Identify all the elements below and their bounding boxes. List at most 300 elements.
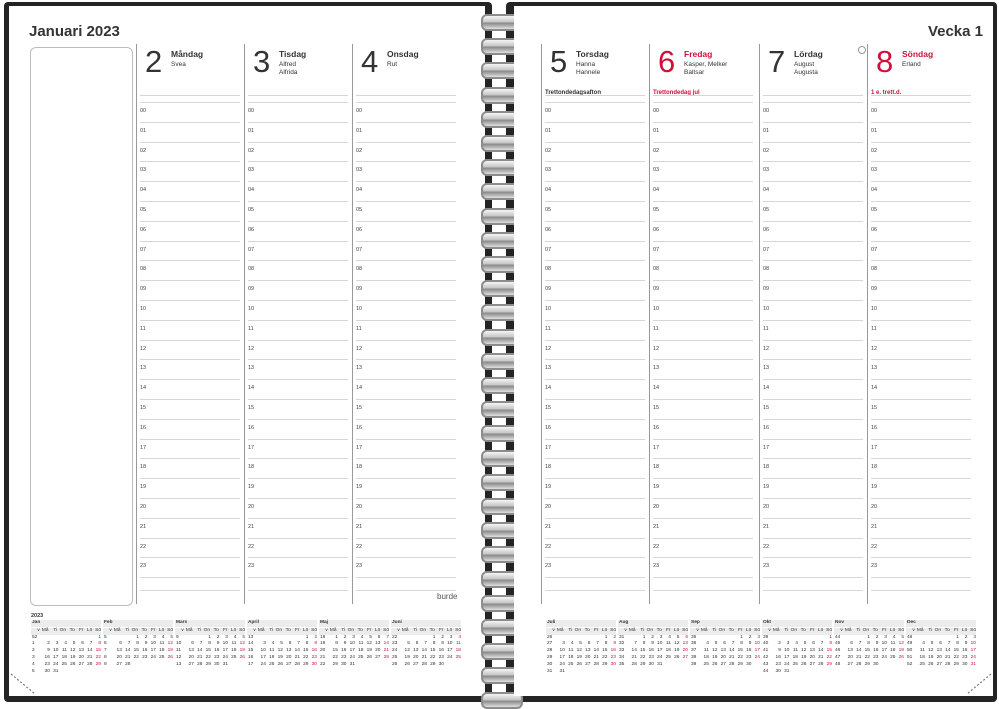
hour-row[interactable]	[763, 142, 863, 162]
calendar-date: 4	[64, 641, 67, 647]
hour-label: 08	[248, 266, 255, 273]
hour-label: 14	[653, 385, 660, 392]
calendar-date: 5	[930, 641, 934, 647]
calendar-date	[582, 669, 591, 676]
hour-row[interactable]	[653, 518, 753, 538]
hour-label: 13	[653, 365, 660, 372]
calendar-date: 8	[305, 641, 309, 647]
hour-row-top[interactable]	[653, 95, 753, 102]
hour-row[interactable]	[140, 181, 240, 201]
hour-row[interactable]	[140, 478, 240, 498]
hour-row[interactable]	[871, 340, 971, 360]
calendar-date: 18	[665, 648, 671, 654]
mini-calendar-week	[31, 662, 101, 669]
hour-row[interactable]	[140, 439, 240, 459]
calendar-date: 27	[413, 661, 419, 667]
calendar-date: 29	[205, 661, 211, 667]
hour-row[interactable]	[140, 419, 240, 439]
calendar-date: 6	[119, 641, 122, 647]
hour-row[interactable]	[356, 458, 456, 478]
hour-row[interactable]	[248, 458, 348, 478]
week-number: 25	[392, 654, 398, 660]
hour-row[interactable]	[871, 142, 971, 162]
hour-row[interactable]	[763, 260, 863, 280]
calendar-date: 17	[754, 648, 760, 654]
hour-row[interactable]	[871, 241, 971, 261]
hour-row[interactable]	[248, 142, 348, 162]
hour-row-extra[interactable]	[356, 577, 456, 590]
hour-row-top[interactable]	[871, 95, 971, 102]
hour-row[interactable]	[763, 419, 863, 439]
hour-row[interactable]	[545, 538, 645, 558]
calendar-date	[372, 662, 381, 669]
hour-row[interactable]	[871, 458, 971, 478]
calendar-date: 15	[826, 648, 832, 654]
calendar-date: 19	[70, 654, 76, 660]
hour-row[interactable]	[356, 181, 456, 201]
weekday-label: Ti	[125, 627, 130, 633]
hour-row[interactable]	[545, 122, 645, 142]
hour-row[interactable]	[871, 221, 971, 241]
hour-row[interactable]	[653, 439, 753, 459]
hour-row[interactable]	[248, 419, 348, 439]
hour-row[interactable]	[140, 320, 240, 340]
week-number: 13	[176, 661, 182, 667]
mini-calendar-weekdays	[546, 628, 616, 635]
calendar-date: 31	[970, 661, 976, 667]
hour-row[interactable]	[545, 142, 645, 162]
hour-row[interactable]	[248, 399, 348, 419]
calendar-date: 15	[95, 648, 101, 654]
hour-row[interactable]	[763, 122, 863, 142]
hour-row[interactable]	[763, 379, 863, 399]
hour-row[interactable]	[871, 439, 971, 459]
hour-row[interactable]	[653, 300, 753, 320]
hour-row[interactable]	[140, 458, 240, 478]
hour-row[interactable]	[763, 359, 863, 379]
hour-row[interactable]	[356, 201, 456, 221]
hour-row[interactable]	[140, 379, 240, 399]
calendar-date	[887, 662, 896, 669]
brand-logo: burde	[437, 592, 458, 601]
hour-row[interactable]	[653, 359, 753, 379]
calendar-date	[815, 669, 824, 676]
calendar-date: 18	[269, 654, 275, 660]
hour-row[interactable]	[140, 280, 240, 300]
calendar-date: 26	[801, 661, 807, 667]
hour-row[interactable]	[763, 399, 863, 419]
hour-row-extra[interactable]	[140, 577, 240, 590]
calendar-date: 11	[358, 641, 364, 647]
hour-row[interactable]	[763, 439, 863, 459]
hour-row[interactable]	[356, 320, 456, 340]
calendar-date: 25	[890, 654, 896, 660]
hour-row[interactable]	[653, 478, 753, 498]
hour-row[interactable]	[140, 557, 240, 577]
weekday-label: Ti	[928, 627, 933, 633]
hour-row[interactable]	[248, 300, 348, 320]
hour-row[interactable]	[545, 439, 645, 459]
hour-label: 15	[356, 404, 363, 411]
hour-row[interactable]	[248, 201, 348, 221]
hour-row[interactable]	[871, 122, 971, 142]
hour-label: 14	[248, 385, 255, 392]
notes-box[interactable]	[30, 47, 133, 606]
hour-row[interactable]	[763, 478, 863, 498]
hour-row[interactable]	[871, 320, 971, 340]
hour-label: 21	[871, 523, 878, 530]
hour-row[interactable]	[545, 300, 645, 320]
calendar-date: 11	[890, 641, 896, 647]
hour-row[interactable]	[653, 379, 753, 399]
day-number: 5	[550, 44, 568, 79]
hour-row[interactable]	[871, 201, 971, 221]
hour-row[interactable]	[871, 102, 971, 122]
hour-row[interactable]	[763, 518, 863, 538]
hour-row[interactable]	[653, 340, 753, 360]
hour-row[interactable]	[248, 478, 348, 498]
hour-row[interactable]	[653, 102, 753, 122]
calendar-date	[75, 669, 84, 676]
hour-row[interactable]	[356, 399, 456, 419]
hour-row[interactable]	[356, 379, 456, 399]
name-day: Augusta	[794, 68, 818, 76]
hour-row[interactable]	[653, 181, 753, 201]
hour-row[interactable]	[356, 161, 456, 181]
hour-row[interactable]	[356, 419, 456, 439]
hour-row[interactable]	[248, 221, 348, 241]
hour-row[interactable]	[356, 340, 456, 360]
hour-row[interactable]	[248, 260, 348, 280]
hour-row[interactable]	[653, 557, 753, 577]
hour-row[interactable]	[871, 518, 971, 538]
calendar-date: 8	[335, 641, 338, 647]
hour-row-extra[interactable]	[871, 590, 971, 603]
name-day: August	[794, 61, 815, 68]
hour-row[interactable]	[356, 300, 456, 320]
hour-row[interactable]	[871, 538, 971, 558]
hour-row[interactable]	[545, 280, 645, 300]
day-number: 6	[658, 44, 676, 79]
day-name: Tisdag	[279, 49, 307, 59]
weekday-label: Ti	[856, 627, 861, 633]
calendar-date: 21	[856, 654, 862, 660]
weekday-label: Må	[556, 627, 564, 633]
hour-row[interactable]	[653, 221, 753, 241]
hour-row[interactable]	[356, 221, 456, 241]
hour-row[interactable]	[545, 320, 645, 340]
day-name: Torsdag	[576, 49, 609, 59]
hour-row[interactable]	[248, 181, 348, 201]
weekday-label: On	[131, 627, 138, 633]
calendar-date: 7	[89, 641, 93, 647]
hour-row[interactable]	[871, 379, 971, 399]
hour-row[interactable]	[140, 260, 240, 280]
hour-row[interactable]	[653, 320, 753, 340]
hour-row[interactable]	[356, 538, 456, 558]
hour-row[interactable]	[140, 538, 240, 558]
hour-row[interactable]	[545, 379, 645, 399]
hour-row[interactable]	[140, 221, 240, 241]
week-number: 2	[32, 648, 35, 654]
hour-label: 16	[545, 424, 552, 431]
hour-row[interactable]	[248, 498, 348, 518]
hour-row[interactable]	[140, 518, 240, 538]
calendar-date: 2	[47, 641, 50, 647]
hour-row[interactable]	[871, 359, 971, 379]
hour-row[interactable]	[871, 260, 971, 280]
calendar-date: 31	[349, 661, 355, 667]
hour-row[interactable]	[763, 300, 863, 320]
mini-calendar-year: 2023	[31, 613, 44, 619]
hour-label: 16	[653, 424, 660, 431]
hour-row[interactable]	[545, 161, 645, 181]
calendar-date: 2	[778, 641, 781, 647]
week-number: 12	[176, 654, 182, 660]
hour-row[interactable]	[763, 221, 863, 241]
hour-row[interactable]	[871, 300, 971, 320]
hour-row[interactable]	[545, 557, 645, 577]
hour-row[interactable]	[545, 181, 645, 201]
calendar-date: 5	[170, 634, 173, 640]
hour-row[interactable]	[763, 320, 863, 340]
hour-row[interactable]	[248, 359, 348, 379]
calendar-date: 25	[231, 654, 237, 660]
hour-row[interactable]	[545, 102, 645, 122]
hour-row[interactable]	[248, 518, 348, 538]
hour-row[interactable]	[356, 241, 456, 261]
hour-row[interactable]	[653, 161, 753, 181]
hour-row-top[interactable]	[356, 95, 456, 102]
hour-row[interactable]	[356, 518, 456, 538]
hour-row[interactable]	[871, 419, 971, 439]
calendar-date: 17	[657, 648, 663, 654]
hour-row[interactable]	[653, 201, 753, 221]
hour-row[interactable]	[763, 280, 863, 300]
hour-row[interactable]	[356, 122, 456, 142]
calendar-date: 3	[562, 641, 565, 647]
hour-row[interactable]	[140, 498, 240, 518]
hour-label: 07	[653, 246, 660, 253]
hour-row[interactable]	[356, 102, 456, 122]
weekday-label: v	[181, 627, 184, 633]
week-number: 17	[248, 661, 254, 667]
hour-row[interactable]	[871, 280, 971, 300]
hour-row[interactable]	[248, 340, 348, 360]
hour-label: 20	[356, 503, 363, 510]
weekday-label: Lö	[86, 627, 93, 633]
calendar-date: 1	[956, 634, 959, 640]
hour-row[interactable]	[545, 478, 645, 498]
hour-row-extra[interactable]	[545, 577, 645, 590]
hour-row[interactable]	[248, 320, 348, 340]
hour-row[interactable]	[140, 142, 240, 162]
hour-row[interactable]	[763, 161, 863, 181]
hour-row[interactable]	[356, 478, 456, 498]
hour-row[interactable]	[653, 538, 753, 558]
hour-row[interactable]	[653, 260, 753, 280]
hour-row[interactable]	[248, 161, 348, 181]
hour-row[interactable]	[140, 102, 240, 122]
mini-calendar-week	[618, 655, 688, 662]
hour-row[interactable]	[763, 340, 863, 360]
calendar-date: 11	[456, 641, 461, 647]
hour-row[interactable]	[763, 538, 863, 558]
calendar-date: 28	[631, 661, 637, 667]
corner-stitch-icon	[9, 670, 39, 696]
hour-label: 09	[140, 286, 147, 293]
calendar-date: 24	[150, 654, 156, 660]
calendar-date: 21	[125, 654, 131, 660]
calendar-date: 12	[70, 648, 76, 654]
day-name: Fredag	[684, 49, 713, 59]
mini-calendar-week	[103, 662, 173, 669]
calendar-date: 19	[928, 654, 934, 660]
hour-row-extra[interactable]	[763, 590, 863, 603]
hour-row[interactable]	[871, 498, 971, 518]
hour-row[interactable]	[871, 181, 971, 201]
calendar-date: 16	[775, 654, 781, 660]
calendar-date: 21	[729, 654, 735, 660]
hour-row[interactable]	[356, 142, 456, 162]
hour-row[interactable]	[140, 300, 240, 320]
hour-row[interactable]	[356, 280, 456, 300]
calendar-date: 18	[703, 654, 709, 660]
hour-row[interactable]	[653, 280, 753, 300]
hour-row-extra[interactable]	[248, 590, 348, 603]
hour-row-extra[interactable]	[545, 590, 645, 603]
hour-row[interactable]	[763, 102, 863, 122]
calendar-date: 8	[867, 641, 870, 647]
hour-row[interactable]	[545, 458, 645, 478]
hour-row[interactable]	[545, 518, 645, 538]
hour-row[interactable]	[545, 419, 645, 439]
weekday-label: To	[944, 627, 950, 633]
hour-row-extra[interactable]	[763, 577, 863, 590]
hour-label: 08	[545, 266, 552, 273]
hour-row[interactable]	[653, 498, 753, 518]
hour-row[interactable]	[545, 359, 645, 379]
hour-row-extra[interactable]	[248, 577, 348, 590]
hour-row[interactable]	[653, 241, 753, 261]
week-number: 26	[547, 634, 553, 640]
hour-row[interactable]	[248, 102, 348, 122]
hour-row[interactable]	[248, 280, 348, 300]
hour-row-top[interactable]	[140, 95, 240, 102]
hour-row[interactable]	[140, 201, 240, 221]
hour-label: 21	[248, 523, 255, 530]
calendar-date: 7	[634, 641, 637, 647]
calendar-date: 4	[668, 634, 671, 640]
hour-row[interactable]	[653, 122, 753, 142]
hour-row[interactable]	[356, 557, 456, 577]
calendar-date: 8	[642, 641, 646, 647]
hour-row[interactable]	[356, 260, 456, 280]
hour-row-extra[interactable]	[871, 577, 971, 590]
hour-row-top[interactable]	[248, 95, 348, 102]
weekday-label: v	[253, 627, 256, 633]
hour-row[interactable]	[653, 142, 753, 162]
hour-label: 02	[356, 147, 363, 154]
hour-row[interactable]	[763, 201, 863, 221]
hour-label: 08	[356, 266, 363, 273]
hour-row[interactable]	[140, 161, 240, 181]
hour-label: 17	[356, 444, 363, 451]
calendar-date: 31	[53, 668, 59, 674]
weekday-label: To	[429, 627, 435, 633]
hour-row[interactable]	[545, 399, 645, 419]
hour-row[interactable]	[763, 458, 863, 478]
hour-row[interactable]	[763, 557, 863, 577]
hour-row-top[interactable]	[763, 95, 863, 102]
hour-row[interactable]	[140, 122, 240, 142]
hour-row[interactable]	[140, 241, 240, 261]
hour-row[interactable]	[356, 359, 456, 379]
calendar-date: 22	[430, 654, 436, 660]
calendar-date: 20	[286, 654, 292, 660]
calendar-date	[452, 662, 461, 669]
hour-row[interactable]	[248, 439, 348, 459]
hour-row[interactable]	[140, 340, 240, 360]
hour-row[interactable]	[763, 498, 863, 518]
calendar-date: 14	[125, 648, 131, 654]
hour-row[interactable]	[140, 359, 240, 379]
hour-row[interactable]	[545, 260, 645, 280]
hour-row-extra[interactable]	[140, 590, 240, 603]
calendar-date: 14	[87, 648, 93, 654]
hour-label: 00	[545, 108, 552, 114]
right-page	[514, 6, 993, 696]
calendar-date: 4	[271, 641, 275, 647]
hour-row[interactable]	[545, 498, 645, 518]
weekday-label: On	[419, 627, 426, 633]
hour-row[interactable]	[545, 201, 645, 221]
hour-row[interactable]	[763, 241, 863, 261]
hour-row[interactable]	[653, 419, 753, 439]
hour-row[interactable]	[356, 439, 456, 459]
calendar-date: 30	[746, 661, 752, 667]
hour-row-extra[interactable]	[653, 577, 753, 590]
hour-label: 06	[545, 226, 552, 233]
hour-label: 10	[140, 305, 147, 312]
hour-row[interactable]	[248, 379, 348, 399]
hour-row[interactable]	[653, 458, 753, 478]
hour-row[interactable]	[248, 122, 348, 142]
hour-row[interactable]	[763, 181, 863, 201]
calendar-date	[84, 669, 93, 676]
hour-row[interactable]	[545, 221, 645, 241]
hour-row-top[interactable]	[545, 95, 645, 102]
hour-row[interactable]	[871, 557, 971, 577]
hour-row[interactable]	[653, 399, 753, 419]
hour-row[interactable]	[871, 161, 971, 181]
hour-row[interactable]	[356, 498, 456, 518]
calendar-date: 12	[898, 641, 904, 647]
hour-row[interactable]	[871, 478, 971, 498]
mini-calendar-week	[834, 662, 904, 669]
hour-row-extra[interactable]	[653, 590, 753, 603]
hour-row[interactable]	[871, 399, 971, 419]
hour-row[interactable]	[248, 538, 348, 558]
hour-row[interactable]	[545, 340, 645, 360]
hour-row[interactable]	[545, 241, 645, 261]
calendar-date: 8	[432, 641, 436, 647]
hour-row[interactable]	[140, 399, 240, 419]
hour-row[interactable]	[248, 557, 348, 577]
hour-row[interactable]	[248, 241, 348, 261]
name-day: Erland	[902, 61, 921, 68]
calendar-date: 23	[341, 654, 347, 660]
